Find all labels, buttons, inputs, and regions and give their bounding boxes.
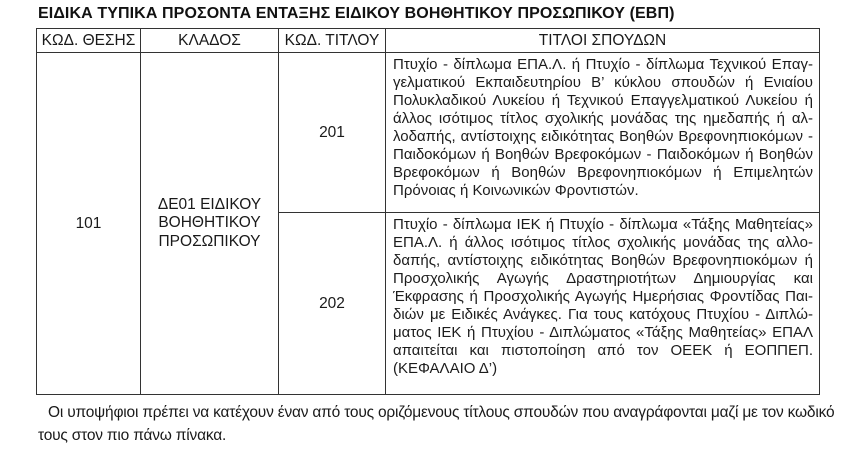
- header-branch: ΚΛΑΔΟΣ: [141, 29, 279, 53]
- cell-title-code-202: 202: [279, 213, 386, 395]
- header-position-code: ΚΩΔ. ΘΕΣΗΣ: [37, 29, 141, 53]
- document-title: ΕΙΔΙΚΑ ΤΥΠΙΚΑ ΠΡΟΣΟΝΤΑ ΕΝΤΑΞΗΣ ΕΙΔΙΚΟΥ ΒΟΗΘΗΤΙΚΟΥ ΠΡΟΣΩΠΙΚΟΥ (ΕΒΠ): [38, 5, 675, 22]
- header-title-code: ΚΩΔ. ΤΙΤΛΟΥ: [279, 29, 386, 53]
- table-header-row: [37, 29, 820, 53]
- cell-qualifications-202: Πτυχίο - δίπλωμα ΙΕΚ ή Πτυχίο - δίπλωμα «Τάξης Μαθητείας» ΕΠΑ.Λ. ή άλλος ισότιμος τίτλος σχολικής μονάδας της αλλοδαπής, αντίστοιχης ειδικότητας Βοηθών Βρεφονηπιοκόμων ή Προσχολικής Αγωγής Δραστηριοτήτων Δημιουργίας και Έκφρασης ή Προσχολικής Αγωγής Ημερήσιας Φροντίδας Παιδιών με Ειδικές Ανάγκες. Για τους κατόχους Πτυχίου - Διπλώματος ΙΕΚ ή Πτυχίου - Διπλώματος «Τάξης Μαθητείας» ΕΠΑΛ απαιτείται και πιστοποίηση από τον ΟΕΕΚ ή ΕΟΠΠΕΠ. (ΚΕΦΑΛΑΙΟ Δ’): [386, 213, 820, 395]
- cell-branch: ΔΕ01 ΕΙΔΙΚΟΥ ΒΟΗΘΗΤΙΚΟΥ ΠΡΟΣΩΠΙΚΟΥ: [141, 53, 279, 395]
- table-row-201: [37, 53, 820, 213]
- header-study-titles: ΤΙΤΛΟΙ ΣΠΟΥΔΩΝ: [386, 29, 820, 53]
- cell-title-code-201: 201: [279, 53, 386, 213]
- footnote-text: Οι υποψήφιοι πρέπει να κατέχουν έναν από τους οριζόμενους τίτλους σπουδών που αναγράφονται μαζί με τον κωδικό τους στον πιο πάνω πίνακα.: [38, 404, 835, 444]
- cell-position-code: 101: [37, 53, 141, 395]
- qualifications-table: [36, 28, 820, 395]
- cell-qualifications-201: Πτυχίο - δίπλωμα ΕΠΑ.Λ. ή Πτυχίο - δίπλωμα Τεχνικού Επαγγελματικού Εκπαιδευτηρίου Β’ κύκλου σπουδών ή Ενιαίου Πολυκλαδικού Λυκείου ή Τεχνικού Επαγγελματικού Λυκείου ή άλλος ισότιμος τίτλος σχολικής μονάδας της ημεδαπής ή αλλοδαπής, αντίστοιχης ειδικότητας Βοηθών Βρεφονηπιοκόμων - Παιδοκόμων ή Βοηθών Βρεφοκόμων - Παιδοκόμων ή Βοηθών Βρεφοκόμων ή Βοηθών Βρεφονηπιοκόμων ή Επιμελητών Πρόνοιας ή Κοινωνικών Φροντιστών.: [386, 53, 820, 213]
